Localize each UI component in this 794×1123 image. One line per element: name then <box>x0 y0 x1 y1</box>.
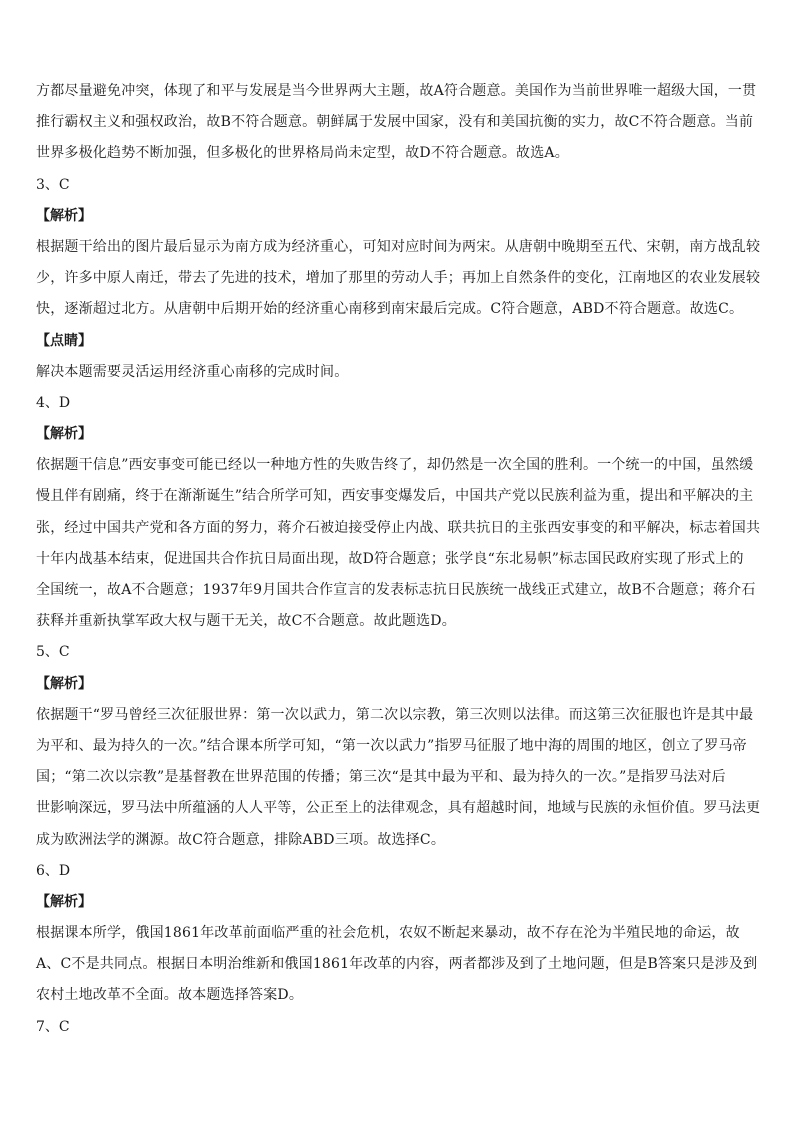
q2-line-3: 世界多极化趋势不断加强，但多极化的世界格局尚未定型，故D不符合题意。故选A。 <box>36 145 569 162</box>
q3-analysis-line-3: 快，逐渐超过北方。从唐朝中后期开始的经济重心南移到南宋最后完成。C符合题意，ABD不符合题意。故选C。 <box>36 301 744 318</box>
q4-analysis-line-4: 十年内战基本结束，促进国共合作抗日局面出现，故D符合题意；张学良“东北易帜”标志国民政府实现了形式上的 <box>36 550 744 567</box>
q2-line-1: 方都尽量避免冲突，体现了和平与发展是当今世界两大主题，故A符合题意。美国作为当前世界唯一超级大国，一贯 <box>36 83 757 99</box>
document-page <box>36 76 762 1043</box>
q4-analysis-tag: 【解析】 <box>36 426 92 443</box>
q4-analysis-line-6: 获释并重新执掌军政大权与题干无关，故C不合题意。故此题选D。 <box>36 613 456 630</box>
q4-analysis-line-1: 依据题干信息”西安事变可能已经以一种地方性的失败告终了，却仍然是一次全国的胜利。一个统一的中国，虽然缓 <box>36 457 754 474</box>
q3-answer: 3、C <box>36 176 70 193</box>
q5-analysis-line-5: 成为欧洲法学的渊源。故C符合题意，排除ABD三项。故选择C。 <box>36 831 446 848</box>
q4-analysis-line-2: 慢且伴有剧痛，终于在渐渐诞生”结合所学可知，西安事变爆发后，中国共产党以民族利益为重，提出和平解决的主 <box>36 488 754 505</box>
q7-answer: 7、C <box>36 1018 70 1035</box>
q5-analysis-line-4: 世影响深远，罗马法中所蕴涵的人人平等，公正至上的法律观念，具有超越时间，地域与民族的永恒价值。罗马法更 <box>36 800 761 817</box>
q6-analysis-line-2: A、C不是共同点。根据日本明治维新和俄国1861年改革的内容，两者都涉及到了土地问题，但是B答案只是涉及到 <box>36 956 758 973</box>
q3-analysis-tag: 【解析】 <box>36 207 92 224</box>
q6-answer: 6、D <box>36 862 71 879</box>
q3-comment-tag: 【点睛】 <box>36 332 92 349</box>
q2-line-2: 推行霸权主义和强权政治，故B不符合题意。朝鲜属于发展中国家，没有和美国抗衡的实力，故C不符合题意。当前 <box>36 114 754 131</box>
q4-answer: 4、D <box>36 394 71 411</box>
q4-analysis-line-5: 全国统一，故A不合题意；1937年9月国共合作宣言的发表标志抗日民族统一战线正式建立，故B不合题意；蒋介石 <box>36 582 756 598</box>
q5-analysis-line-3: 国；“第二次以宗教”是基督教在世界范围的传播；第三次“是其中最为平和、最为持久的一次。”是指罗马法对后 <box>36 769 726 786</box>
q5-analysis-tag: 【解析】 <box>36 675 92 692</box>
q3-analysis-line-2: 少，许多中原人南迁，带去了先进的技术，增加了那里的劳动人手；再加上自然条件的变化，江南地区的农业发展较 <box>36 270 761 287</box>
q3-comment-line-1: 解决本题需要灵活运用经济重心南移的完成时间。 <box>36 363 349 380</box>
q5-analysis-line-1: 依据题干“罗马曾经三次征服世界：第一次以武力，第二次以宗教，第三次则以法律。而这第三次征服也许是其中最 <box>36 706 754 723</box>
q6-analysis-line-1: 根据课本所学，俄国1861年改革前面临严重的社会危机，农奴不断起来暴动，故不存在沦为半殖民地的命运，故 <box>36 925 740 942</box>
q6-analysis-line-3: 农村土地改革不全面。故本题选择答案D。 <box>36 987 304 1004</box>
q3-analysis-line-1: 根据题干给出的图片最后显示为南方成为经济重心，可知对应时间为两宋。从唐朝中晚期至五代、宋朝，南方战乱较 <box>36 238 761 255</box>
q4-analysis-line-3: 张，经过中国共产党和各方面的努力，蒋介石被迫接受停止内战、联共抗日的主张西安事变的和平解决，标志着国共 <box>36 519 761 536</box>
q5-answer: 5、C <box>36 644 70 661</box>
q6-analysis-tag: 【解析】 <box>36 893 92 910</box>
q5-analysis-line-2: 为平和、最为持久的一次。”结合课本所学可知，“第一次以武力”指罗马征服了地中海的周围的地区，创立了罗马帝 <box>36 737 747 754</box>
